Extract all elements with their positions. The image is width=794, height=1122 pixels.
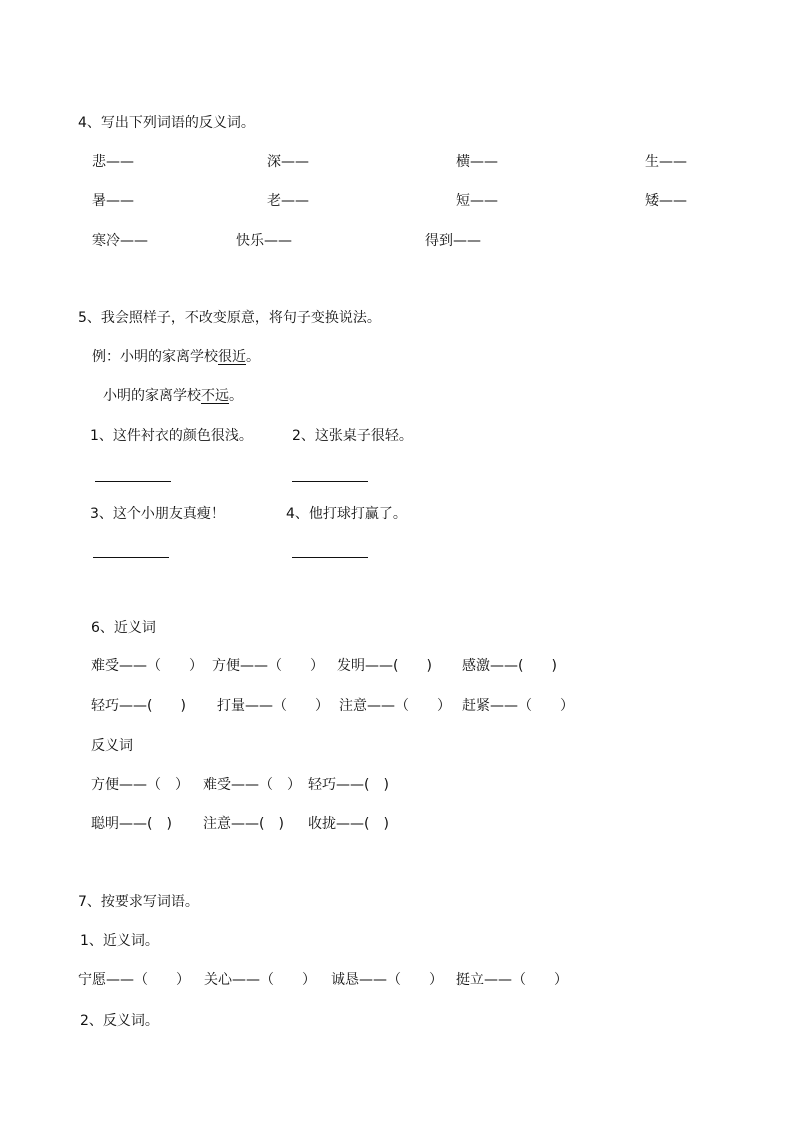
q7-sub2: 2、反义词。 xyxy=(80,1013,159,1029)
q6-synonym-item: 难受——（ ） xyxy=(91,658,203,674)
q5-example-answer xyxy=(103,387,243,405)
q6-synonym-item: 感激——( ) xyxy=(462,658,557,674)
q4-word: 深—— xyxy=(267,154,309,170)
q7-sub1: 1、近义词。 xyxy=(80,933,159,949)
answer-blank[interactable] xyxy=(95,481,171,482)
q6-synonym-item: 方便——（ ） xyxy=(212,658,324,674)
q5-title: 5、我会照样子，不改变原意，将句子变换说法。 xyxy=(78,310,381,326)
q7-item: 宁愿——（ ） xyxy=(78,972,190,988)
q5-item: 3、这个小朋友真瘦！ xyxy=(90,506,225,522)
q4-word: 生—— xyxy=(645,154,687,170)
q6-antonym-item: 轻巧——( ) xyxy=(308,777,389,793)
answer-blank[interactable] xyxy=(292,481,368,482)
q5-example-suffix: 。 xyxy=(246,349,260,365)
q6-title: 6、近义词 xyxy=(91,620,156,636)
q6-antonym-item: 聪明——( ) xyxy=(91,816,172,832)
q6-synonym-item: 注意——（ ） xyxy=(339,698,451,714)
q6-antonym-item: 方便——（ ） xyxy=(91,777,189,793)
q4-word: 暑—— xyxy=(92,193,134,209)
q6-synonym-item: 打量——（ ） xyxy=(217,698,329,714)
q7-item: 关心——（ ） xyxy=(204,972,316,988)
q5-example-underlined: 很近 xyxy=(218,349,246,365)
q4-word: 寒冷—— xyxy=(92,233,148,249)
q4-word: 快乐—— xyxy=(236,233,292,249)
answer-blank[interactable] xyxy=(93,557,169,558)
q4-word: 横—— xyxy=(456,154,498,170)
q6-antonym-item: 难受——（ ） xyxy=(203,777,301,793)
q6-synonym-item: 赶紧——（ ） xyxy=(462,698,574,714)
q4-title: 4、写出下列词语的反义词。 xyxy=(78,115,255,131)
q4-word: 得到—— xyxy=(425,233,481,249)
q5-example-prefix: 例：小明的家离学校 xyxy=(92,349,218,365)
q6-antonym-item: 收拢——( ) xyxy=(308,816,389,832)
q5-answer-underlined: 不远 xyxy=(201,388,229,404)
q6-antonym-item: 注意——( ) xyxy=(203,816,284,832)
q5-item: 4、他打球打赢了。 xyxy=(286,506,407,522)
q5-item: 1、这件衬衣的颜色很浅。 xyxy=(90,428,253,444)
q5-answer-prefix: 小明的家离学校 xyxy=(103,388,201,404)
q4-word: 短—— xyxy=(456,193,498,209)
q5-item: 2、这张桌子很轻。 xyxy=(292,428,413,444)
q5-example xyxy=(92,348,260,366)
q7-item: 诚恳——（ ） xyxy=(331,972,443,988)
q4-word: 矮—— xyxy=(645,193,687,209)
q6-antonym-title: 反义词 xyxy=(91,738,133,754)
q4-word: 悲—— xyxy=(92,154,134,170)
q7-title: 7、按要求写词语。 xyxy=(78,894,199,910)
answer-blank[interactable] xyxy=(292,557,368,558)
q7-item: 挺立——（ ） xyxy=(456,972,568,988)
q6-synonym-item: 发明——( ) xyxy=(337,658,432,674)
q6-synonym-item: 轻巧——( ) xyxy=(91,698,186,714)
q4-word: 老—— xyxy=(267,193,309,209)
q5-answer-suffix: 。 xyxy=(229,388,243,404)
